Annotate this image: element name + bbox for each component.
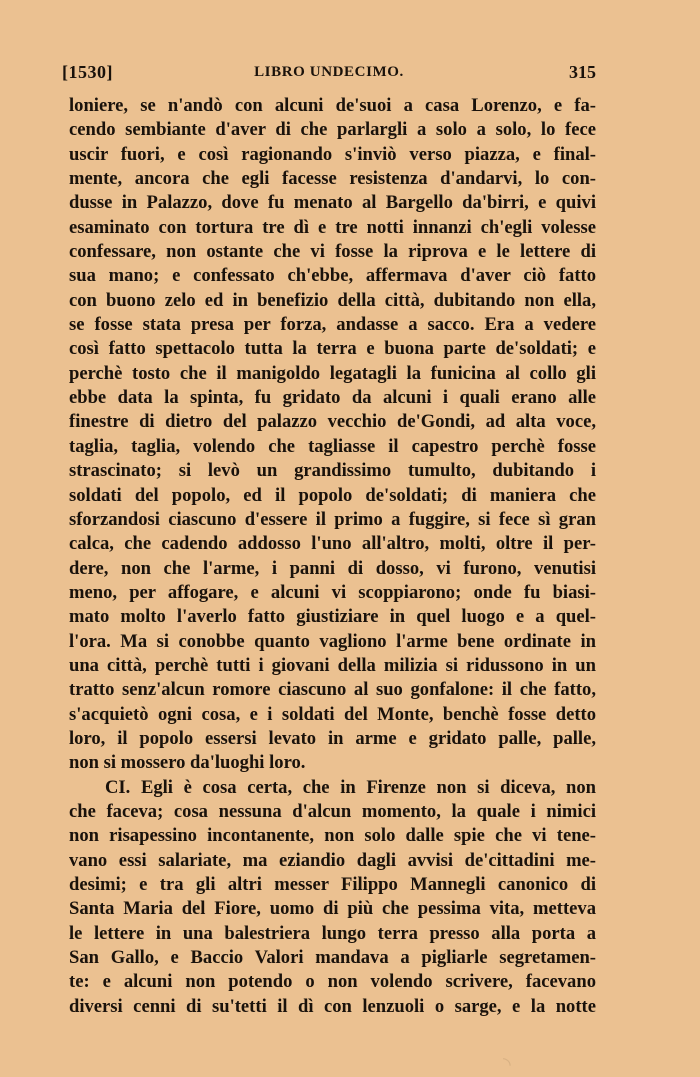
text-line: soldati del popolo, ed il popolo de'soldati; di maniera che [69,484,596,506]
text-line: San Gallo, e Baccio Valori mandava a pigliarle segretamen- [69,947,596,969]
scan-watermark-smudge: ◝ [503,1054,511,1076]
page-body [69,94,596,1019]
text-line: che faceva; cosa nessuna d'alcun momento, la quale i nimici [69,800,596,822]
text-line: sforzandosi ciascuno d'essere il primo a fuggire, si fece sì gran [69,508,596,530]
text-line: calca, che cadendo addosso l'uno all'altro, molti, oltre il per- [69,533,596,555]
text-line: cendo sembiante d'aver di che parlargli a solo a solo, lo fece [69,119,596,141]
text-line: confessare, non ostante che vi fosse la riprova e le lettere di [69,241,596,263]
text-line: CI. Egli è cosa certa, che in Firenze non si diceva, non [105,776,596,798]
text-line: tratto senz'alcun romore ciascuno al suo gonfalone: il che fatto, [69,679,596,701]
paragraph-2 [69,776,596,1019]
text-line: non si mossero da'luoghi loro. [69,752,306,774]
text-line: mato molto l'averlo fatto giustiziare in quel luogo e a quel- [69,606,596,628]
paragraph-1 [69,94,596,776]
text-line: se fosse stata presa per forza, andasse a sacco. Era a vedere [69,314,596,336]
text-line: s'acquietò ogni cosa, e i soldati del Monte, benchè fosse detto [69,703,596,725]
text-line: uscir fuori, e così ragionando s'inviò verso piazza, e final- [69,143,596,165]
text-line: le lettere in una balestriera lungo terra presso alla porta a [69,922,596,944]
text-line: esaminato con tortura tre dì e tre notti innanzi ch'egli volesse [69,216,596,238]
running-header [62,62,596,86]
text-line: mente, ancora che egli facesse resistenza d'andarvi, lo con- [69,168,596,190]
text-line: finestre di dietro del palazzo vecchio de'Gondi, ad alta voce, [69,411,596,433]
text-line: con buono zelo ed in benefizio della città, dubitando non ella, [69,289,596,311]
text-line: una città, perchè tutti i giovani della milizia si ridussono in un [69,654,596,676]
header-year: [1530] [62,62,113,82]
text-line: diversi cenni di su'tetti il dì con lenzuoli o sarge, e la notte [69,995,596,1017]
text-line: desimi; e tra gli altri messer Filippo Mannegli canonico di [69,874,596,895]
text-line: te: e alcuni non potendo o non volendo scrivere, facevano [69,971,596,993]
text-line: Santa Maria del Fiore, uomo di più che pessima vita, metteva [69,898,596,920]
text-line: sua mano; e confessato ch'ebbe, affermava d'aver ciò fatto [69,265,596,287]
text-line: dere, non che l'arme, i panni di dosso, vi furono, venutisi [69,557,596,579]
text-line: così fatto spettacolo tutta la terra e buona parte de'soldati; e [69,338,596,360]
text-line: l'ora. Ma si conobbe quanto vagliono l'arme bene ordinate in [69,630,596,652]
text-line: taglia, taglia, volendo che tagliasse il capestro perchè fosse [69,435,596,457]
text-line: meno, per affogare, e alcuni vi scoppiarono; onde fu biasi- [69,581,596,603]
text-line: vano essi salariate, ma eziandio dagli avvisi de'cittadini me- [69,849,596,871]
text-line: loniere, se n'andò con alcuni de'suoi a casa Lorenzo, e fa- [69,95,596,116]
page-number: 315 [569,62,596,82]
header-title: LIBRO UNDECIMO. [254,64,404,80]
text-line: strascinato; si levò un grandissimo tumulto, dubitando i [69,460,596,482]
text-line: ebbe data la spinta, fu gridato da alcuni i quali erano alle [69,387,596,409]
text-line: loro, il popolo essersi levato in arme e gridato palle, palle, [69,727,596,749]
text-line: non risapessino incontanente, non solo dalle spie che vi tene- [69,825,596,847]
text-line: perchè tosto che il manigoldo legatagli la funicina al collo gli [69,362,596,384]
text-line: dusse in Palazzo, dove fu menato al Bargello da'birri, e quivi [69,192,596,214]
